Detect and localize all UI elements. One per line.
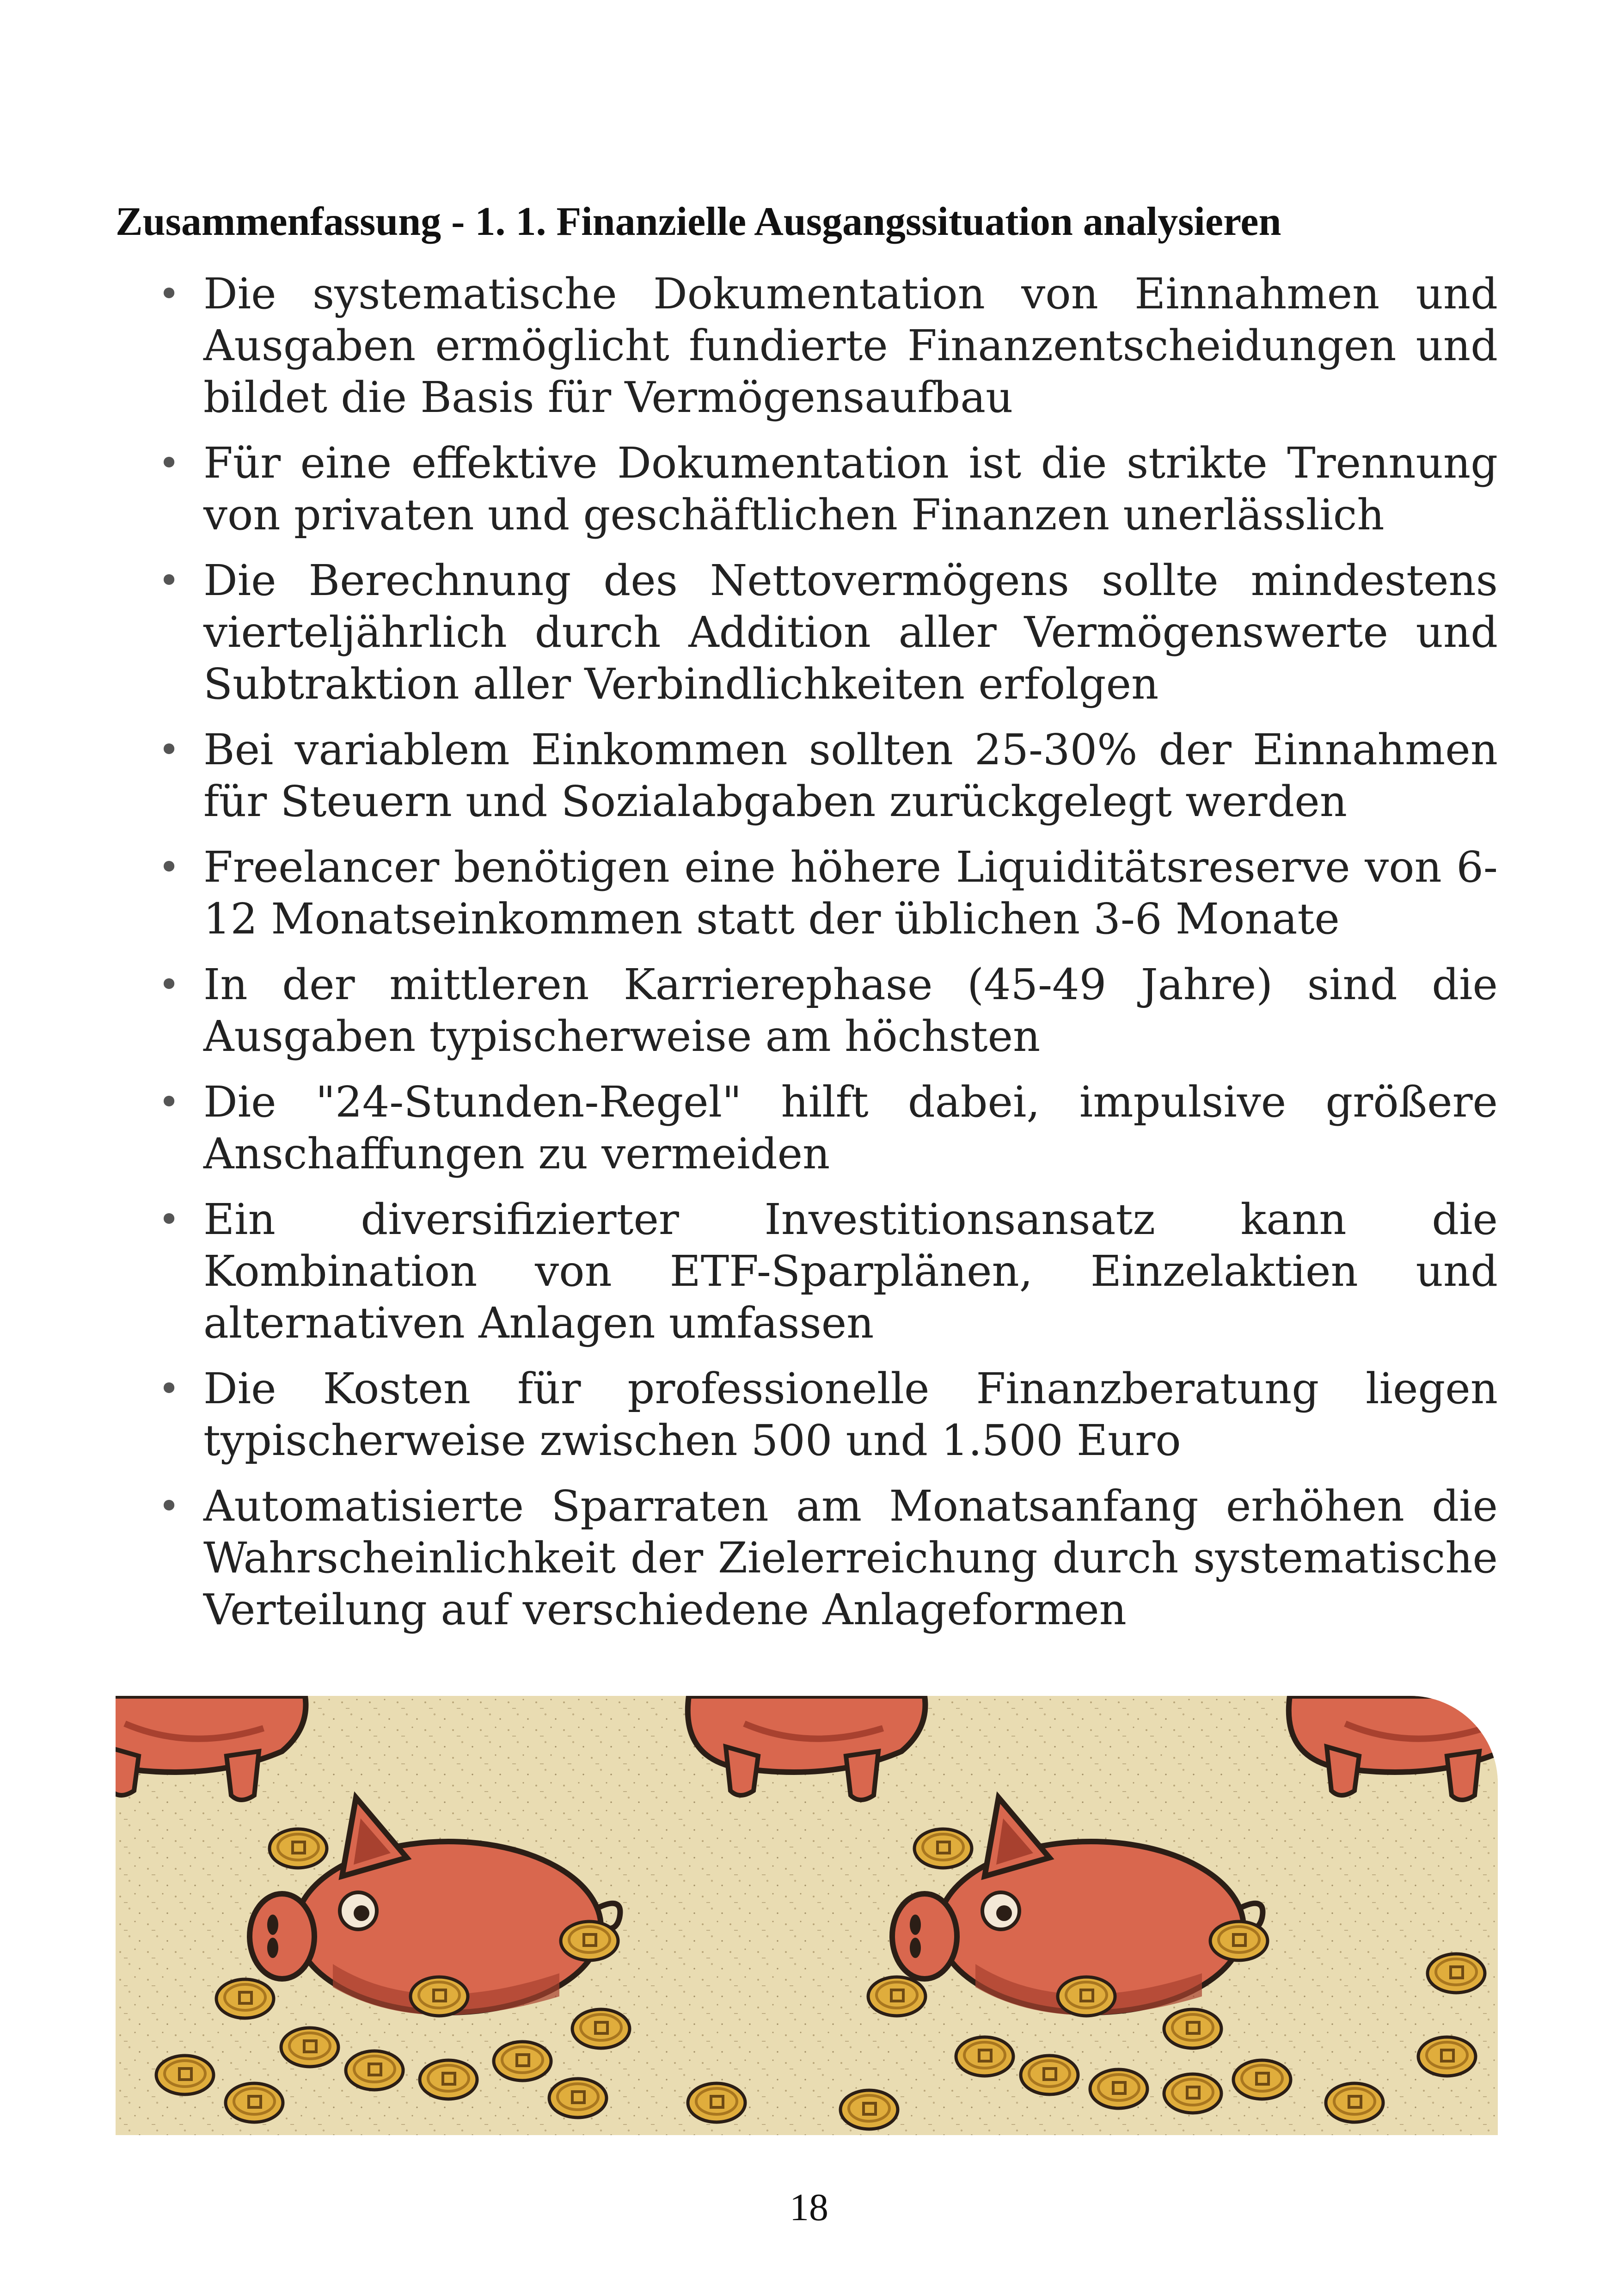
- list-item-text: Automatisierte Sparraten am Monatsanfang erhöhen die Wahrscheinlichkeit der Zielerreichung durch systematische Verteilung auf verschiedene Anlageformen: [203, 1481, 1498, 1634]
- bullet-icon: •: [158, 846, 180, 889]
- bullet-icon: •: [158, 1080, 180, 1123]
- page-number: 18: [790, 2186, 828, 2229]
- list-item: [116, 1194, 1498, 1349]
- list-item-text: In der mittleren Karrierephase (45-49 Jahre) sind die Ausgaben typischerweise am höchsten: [203, 960, 1498, 1061]
- list-item-text: Die Kosten für professionelle Finanzberatung liegen typischerweise zwischen 500 und 1.500 Euro: [203, 1364, 1498, 1465]
- list-item: [116, 437, 1498, 541]
- section-heading: Zusammenfassung - 1. 1. Finanzielle Ausgangssituation analysieren: [116, 199, 1281, 244]
- list-item: [116, 1076, 1498, 1180]
- list-item: [116, 1363, 1498, 1467]
- list-item-text: Freelancer benötigen eine höhere Liquiditätsreserve von 6-12 Monatseinkommen statt der üblichen 3-6 Monate: [203, 842, 1498, 944]
- list-item: [116, 841, 1498, 945]
- bullet-icon: •: [158, 442, 180, 485]
- piggy-bank-pattern-graphic: [116, 1696, 1498, 2135]
- bullet-icon: •: [158, 1367, 180, 1410]
- list-item: [116, 724, 1498, 828]
- list-item: [116, 959, 1498, 1062]
- list-item-text: Für eine effektive Dokumentation ist die strikte Trennung von privaten und geschäftlichen Finanzen unerlässlich: [203, 438, 1498, 540]
- bullet-icon: •: [158, 1485, 180, 1528]
- piggy-bank-illustration: [116, 1696, 1498, 2135]
- list-item: [116, 1480, 1498, 1636]
- list-item-text: Die "24-Stunden-Regel" hilft dabei, impulsive größere Anschaffungen zu vermeiden: [203, 1077, 1498, 1179]
- list-item-text: Die systematische Dokumentation von Einnahmen und Ausgaben ermöglicht fundierte Finanzentscheidungen und bildet die Basis für Vermögensaufbau: [203, 269, 1498, 422]
- list-item-text: Die Berechnung des Nettovermögens sollte mindestens vierteljährlich durch Addition aller Vermögenswerte und Subtraktion aller Verbindlichkeiten erfolgen: [203, 556, 1498, 709]
- bullet-icon: •: [158, 1198, 180, 1241]
- bullet-icon: •: [158, 559, 180, 602]
- summary-list: [116, 268, 1498, 1650]
- bullet-icon: •: [158, 963, 180, 1006]
- list-item: [116, 555, 1498, 710]
- bullet-icon: •: [158, 272, 180, 315]
- list-item-text: Bei variablem Einkommen sollten 25-30% der Einnahmen für Steuern und Sozialabgaben zurückgelegt werden: [203, 725, 1498, 826]
- bullet-icon: •: [158, 728, 180, 771]
- list-item: [116, 268, 1498, 424]
- list-item-text: Ein diversifizierter Investitionsansatz kann die Kombination von ETF-Sparplänen, Einzelaktien und alternativen Anlagen umfassen: [203, 1195, 1498, 1348]
